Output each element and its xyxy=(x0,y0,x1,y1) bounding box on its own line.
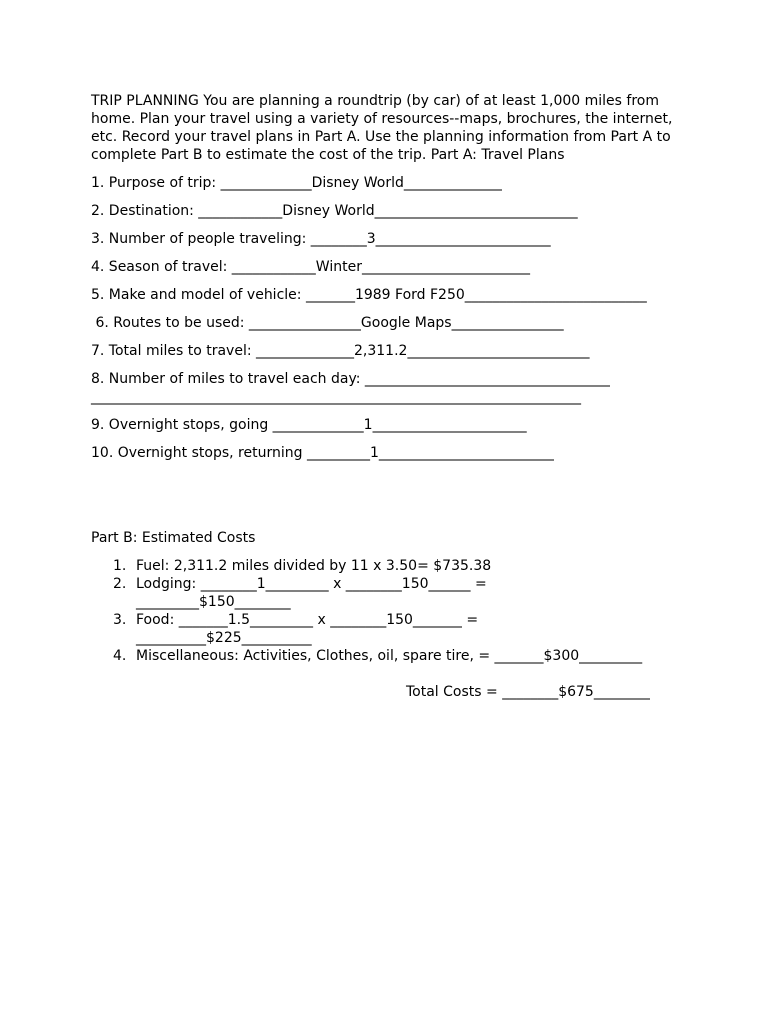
total-costs: Total Costs = ________$675________ xyxy=(406,684,650,700)
question-routes: 6. Routes to be used: ________________Google Maps________________ xyxy=(91,315,564,331)
question-people: 3. Number of people traveling: ________3_________________________ xyxy=(91,231,551,247)
question-miles-per-day: 8. Number of miles to travel each day: ___________________________________ ______________________________________________________________________ xyxy=(91,371,610,405)
worksheet-page xyxy=(91,92,691,715)
cost-item-number: 2. xyxy=(113,576,127,592)
question-season: 4. Season of travel: ____________Winter________________________ xyxy=(91,259,530,275)
cost-item-number: 1. xyxy=(113,558,127,574)
question-destination: 2. Destination: ____________Disney World_____________________________ xyxy=(91,203,578,219)
part-b-title: Part B: Estimated Costs xyxy=(91,530,256,546)
cost-item-misc xyxy=(91,647,691,665)
cost-item-lodging xyxy=(91,575,691,611)
cost-item-number: 4. xyxy=(113,648,127,664)
question-purpose: 1. Purpose of trip: _____________Disney World______________ xyxy=(91,175,502,191)
cost-item-number: 3. xyxy=(113,612,127,628)
cost-item-food xyxy=(91,611,691,647)
question-vehicle: 5. Make and model of vehicle: _______1989 Ford F250__________________________ xyxy=(91,287,647,303)
cost-list xyxy=(91,557,691,665)
cost-item-fuel xyxy=(91,557,691,575)
question-stops-going: 9. Overnight stops, going _____________1______________________ xyxy=(91,417,527,433)
cost-item-text: Fuel: 2,311.2 miles divided by 11 x 3.50= $735.38 xyxy=(136,558,492,574)
intro-paragraph: TRIP PLANNING You are planning a roundtrip (by car) of at least 1,000 miles from home. Plan your travel using a variety of resources--maps, brochures, the internet, etc. Record your travel plans in Part A. Use the planning information from Part A to complete Part B to estimate the cost of the trip. Part A: Travel Plans xyxy=(91,93,673,163)
cost-item-text: Lodging: ________1_________ x ________150______ = _________$150________ xyxy=(136,576,487,610)
cost-item-text: Food: _______1.5_________ x ________150_______ = __________$225__________ xyxy=(136,612,479,646)
question-total-miles: 7. Total miles to travel: ______________2,311.2__________________________ xyxy=(91,343,590,359)
question-stops-returning: 10. Overnight stops, returning _________1_________________________ xyxy=(91,445,554,461)
cost-item-text: Miscellaneous: Activities, Clothes, oil, spare tire, = _______$300_________ xyxy=(136,648,643,664)
